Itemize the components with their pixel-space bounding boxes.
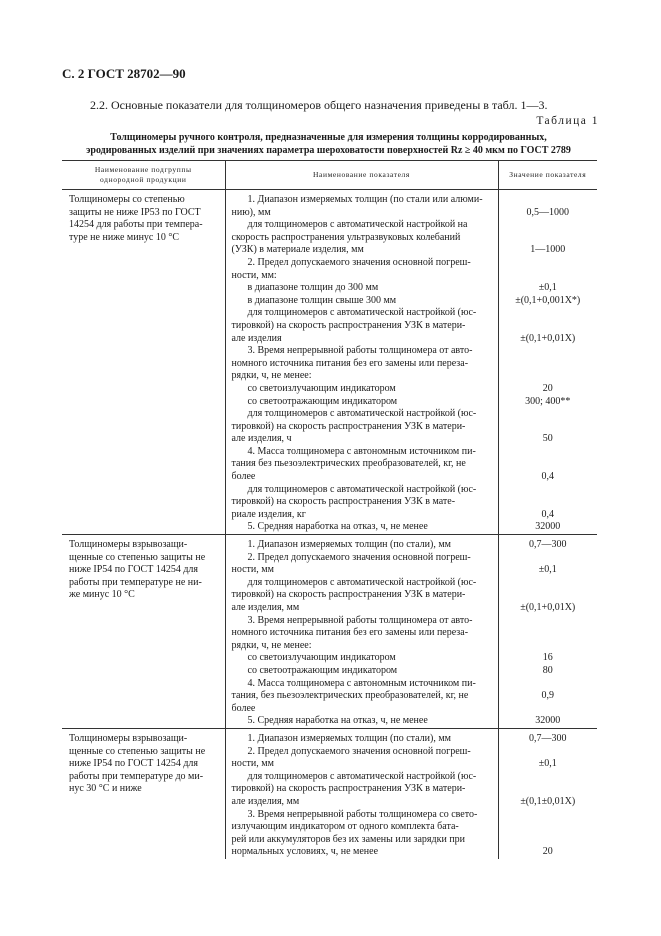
indicator-value [499,421,598,434]
column-header-subgroup [62,161,225,190]
indicator-value [499,307,598,320]
indicator-value: 1—1000 [530,244,566,256]
table-row [62,535,597,729]
indicator-value: 0,7—300 [529,539,567,551]
indicator-line: для толщиномеров с автоматической настройкой (юс- [247,307,477,319]
indicator-value: 32000 [535,715,561,727]
subgroup-name-line: Толщиномеры со степенью [69,194,185,205]
indicator-line: тировкой) на скорость распространения УЗК в мате- [231,496,456,508]
indicator-value [499,358,598,371]
subgroup-name-cell [62,190,225,535]
indicator-value [499,821,598,834]
table-number: Таблица 1 [536,115,599,127]
column-header-value: Значение показателя [498,161,597,190]
indicator-value: 32000 [535,521,561,533]
indicator-line: (УЗК) в материале изделия, мм [231,244,364,256]
column-header-subgroup-line: Наименование подгруппы [94,164,192,174]
indicator-value [499,771,598,784]
indicator-value [499,589,598,602]
indicator-line: ности, мм: [231,269,277,281]
indicator-value-cell [498,190,597,535]
indicator-line: 2. Предел допускаемого значения основной погреш- [247,745,471,757]
indicator-name-cell [225,728,498,858]
indicator-value: 80 [542,664,553,676]
indicator-value: 0,9 [541,690,554,702]
indicator-value: ±0,1 [538,282,557,294]
indicator-value [499,552,598,565]
subgroup-name-cell [62,535,225,729]
indicator-value: ±(0,1±0,01X) [520,795,576,807]
indicator-value: ±(0,1+0,001X*) [515,294,581,306]
indicator-line: тания, без пьезоэлектрических преобразователей, кг, не [231,690,469,702]
indicator-line: в диапазоне толщин свыше 300 мм [247,294,397,306]
subgroup-name-line: нус 30 °С и ниже [69,783,142,795]
indicator-line: 5. Средняя наработка на отказ, ч, не менее [247,715,428,727]
indicator-value: 50 [542,433,553,445]
indicator-value [499,627,598,640]
indicator-line: 4. Масса толщиномера с автономным источником пи- [247,445,476,457]
indicator-line: рядки, ч, не менее: [231,370,312,382]
indicator-value-cell [498,535,597,729]
subgroup-name-line: туре не ниже минус 10 °С [69,231,180,243]
indicator-line: рядки, ч, не менее: [231,639,312,651]
indicator-value [499,408,598,421]
indicator-line: 3. Время непрерывной работы толщиномера со свето- [247,808,478,820]
indicator-line: ности, мм [231,758,274,770]
indicator-line: тировкой) на скорость распространения УЗК в матери- [231,783,466,795]
indicator-value [499,577,598,590]
indicator-value [499,746,598,759]
column-header-subgroup-line: однородной продукции [100,175,187,184]
indicator-line: номного источника питания без его замены или переза- [231,357,469,369]
indicator-value: ±(0,1+0,01X) [520,602,576,613]
indicator-line: для толщиномеров с автоматической настройкой (юс- [247,770,477,782]
indicator-line: тировкой) на скорость распространения УЗК в матери- [231,589,466,601]
indicator-value: 0,5—1000 [526,206,569,218]
indicator-line: але изделия, мм [231,602,300,613]
indicator-value [499,783,598,796]
indicator-value: 0,7—300 [529,732,567,744]
indicator-line: со светоотражающим индикатором [247,664,398,676]
indicator-value: 0,4 [541,508,554,520]
indicator-value [499,194,598,207]
subgroup-name-line: Толщиномеры взрывозащи- [69,732,188,744]
indicator-line: со светоотражающим индикатором [247,395,398,407]
subgroup-name-line: Толщиномеры взрывозащи- [69,539,188,551]
intro-paragraph: 2.2. Основные показатели для толщиномеров общего назначения приведены в табл. 1—3. [90,98,548,112]
indicator-value [499,496,598,509]
indicator-line: 3. Время непрерывной работы толщиномера от авто- [247,345,473,357]
indicator-value: 20 [542,382,553,394]
indicator-value-cell [498,728,597,858]
indicator-name-cell [225,535,498,729]
indicator-line: 1. Диапазон измеряемых толщин (по стали), мм [247,539,451,551]
indicator-value [499,257,598,270]
indicator-line: скорость распространения ультразвуковых колебаний [231,231,461,243]
indicator-line: для толщиномеров с автоматической настройкой (юс- [247,576,477,588]
indicator-value [499,809,598,822]
indicator-line: более [231,471,256,483]
subgroup-name-line: щенные со степенью защиты не [69,551,206,563]
indicator-line: для толщиномеров с автоматической настройкой (юс- [247,408,477,420]
table-caption-line-2: эродированных изделий при значениях параметра шероховатости поверхностей Rz ≥ 40 мкм по ГОСТ 2789 [86,145,571,156]
indicator-line: 2. Предел допускаемого значения основной погреш- [247,551,471,563]
indicator-line: ности, мм [231,564,274,576]
table-caption-line-1: Толщиномеры ручного контроля, предназначенные для измерения толщины корродированных, [110,132,547,143]
indicator-line: 4. Масса толщиномера с автономным источником пи- [247,677,476,689]
indicator-line: в диапазоне толщин до 300 мм [247,282,379,294]
subgroup-name-cell [62,728,225,858]
indicator-line: более [231,702,256,714]
indicator-line: 2. Предел допускаемого значения основной погреш- [247,256,471,268]
indicator-value: 20 [542,846,553,858]
indicator-value [499,446,598,459]
subgroup-name-line: щенные со степенью защиты не [69,745,206,757]
indicator-line: 1. Диапазон измеряемых толщин (по стали или алюми- [247,194,483,205]
indicator-value: ±0,1 [538,758,557,770]
indicator-line: тания без пьезоэлектрических преобразователей, кг, не [231,458,466,470]
indicator-value [499,484,598,497]
indicator-value [499,678,598,691]
indicator-value: 16 [542,652,553,664]
indicator-value [499,270,598,283]
indicator-value [499,640,598,653]
table-body [62,190,597,859]
subgroup-name-line: защиты не ниже IP53 по ГОСТ [69,206,201,218]
subgroup-name-line: работы при температуре до ми- [69,770,204,782]
indicator-line: для толщиномеров с автоматической настройкой (юс- [247,483,477,495]
indicators-table [62,160,597,859]
indicator-line: 3. Время непрерывной работы толщиномера от авто- [247,614,473,626]
indicator-value [499,370,598,383]
page-header: С. 2 ГОСТ 28702—90 [62,66,186,81]
subgroup-name-line: 14254 для работы при темпера- [69,219,203,231]
subgroup-name-line: ниже IP54 по ГОСТ 14254 для [69,564,198,576]
indicator-value [499,615,598,628]
indicator-line: со светоизлучающим индикатором [247,652,396,664]
indicator-value [499,834,598,847]
indicator-line: але изделия, ч [231,433,292,445]
indicator-value: ±0,1 [538,564,557,576]
indicator-line: але изделия, мм [231,795,300,807]
indicator-value: ±(0,1+0,01X) [520,332,576,344]
indicator-line: тировкой) на скорость распространения УЗК в матери- [231,319,466,331]
indicator-line: номного источника питания без его замены или переза- [231,627,469,639]
indicator-value [499,320,598,333]
indicator-value [499,703,598,716]
indicator-line: тировкой) на скорость распространения УЗК в матери- [231,420,466,432]
indicator-value: 300; 400** [525,395,571,407]
indicator-line: риале изделия, кг [231,508,306,520]
indicator-value [499,345,598,358]
indicator-line: нию), мм [231,206,271,218]
indicator-value: 0,4 [541,471,554,483]
indicator-line: 5. Средняя наработка на отказ, ч, не менее [247,521,428,533]
subgroup-name-line: ниже IP54 по ГОСТ 14254 для [69,758,198,770]
indicator-value [499,219,598,232]
indicator-value [499,458,598,471]
indicator-line: 1. Диапазон измеряемых толщин (по стали), мм [247,732,451,744]
table-header-row [62,161,597,190]
table-row [62,728,597,858]
indicator-value [499,232,598,245]
table-row [62,190,597,535]
column-header-indicator: Наименование показателя [225,161,498,190]
subgroup-name-line: же минус 10 °С [69,589,135,601]
indicator-line: але изделия [231,332,282,344]
indicator-line: рей или аккумуляторов без их замены или зарядки при [231,833,466,845]
indicator-line: излучающим индикатором от одного комплекта бата- [231,821,459,833]
indicator-line: для толщиномеров с автоматической настройкой на [247,219,468,231]
subgroup-name-line: работы при температуре не ни- [69,576,202,588]
indicator-line: нормальных условиях, ч, не менее [231,846,379,858]
indicator-name-cell [225,190,498,535]
indicator-line: со светоизлучающим индикатором [247,382,396,394]
